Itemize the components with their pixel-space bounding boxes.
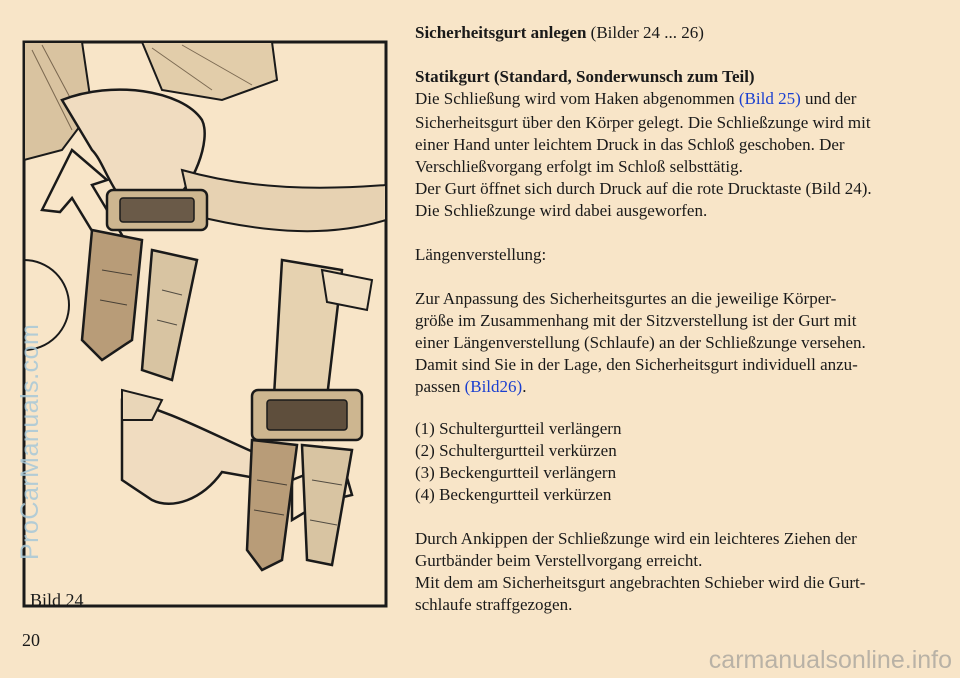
para2-line4: Damit sind Sie in der Lage, den Sicherheitsgurt individuell anzu- bbox=[415, 355, 858, 374]
length-heading: Längenverstellung: bbox=[415, 245, 547, 264]
para1-line2: Sicherheitsgurt über den Körper gelegt. Die Schließzunge wird mit bbox=[415, 113, 871, 132]
list-item: (1) Schultergurtteil verlängern bbox=[415, 419, 622, 438]
para2-line2: größe im Zusammenhang mit der Sitzverstellung ist der Gurt mit bbox=[415, 311, 857, 330]
para2-line5-suffix: . bbox=[522, 377, 527, 396]
section-heading-normal: (Bilder 24 ... 26) bbox=[586, 23, 704, 42]
para3-line3: Mit dem am Sicherheitsgurt angebrachten Schieber wird die Gurt- bbox=[415, 573, 866, 592]
bottom-watermark: carmanualsonline.info bbox=[708, 646, 952, 674]
figure-caption: Bild 24 bbox=[30, 590, 84, 610]
para2-line5-prefix: passen bbox=[415, 377, 465, 396]
para1-line4: Verschließvorgang erfolgt im Schloß selbsttätig. bbox=[415, 157, 743, 176]
para1-line6: Die Schließzunge wird dabei ausgeworfen. bbox=[415, 201, 708, 220]
subheading-text: Statikgurt (Standard, Sonderwunsch zum Teil) bbox=[415, 67, 755, 86]
bild26-reference: (Bild26) bbox=[464, 377, 523, 396]
bild25-reference: (Bild 25) bbox=[738, 89, 801, 108]
list-item: (2) Schultergurtteil verkürzen bbox=[415, 441, 617, 460]
seatbelt-illustration bbox=[22, 40, 390, 610]
para3-line4: schlaufe straffgezogen. bbox=[415, 595, 573, 614]
para1-line3: einer Hand unter leichtem Druck in das Schloß geschoben. Der bbox=[415, 135, 845, 154]
para2-line3: einer Längenverstellung (Schlaufe) an der Schließzunge versehen. bbox=[415, 333, 866, 352]
para1-line1 bbox=[415, 88, 945, 110]
page-number: 20 bbox=[22, 630, 40, 650]
body-text bbox=[415, 22, 945, 616]
para1-line5: Der Gurt öffnet sich durch Druck auf die rote Drucktaste (Bild 24). bbox=[415, 179, 872, 198]
para3-line2: Gurtbänder beim Verstellvorgang erreicht. bbox=[415, 551, 703, 570]
side-watermark: ProCarManuals.com bbox=[16, 323, 44, 560]
para2-line5 bbox=[415, 376, 945, 398]
list-item: (3) Beckengurtteil verlängern bbox=[415, 463, 617, 482]
section-heading-bold: Sicherheitsgurt anlegen bbox=[415, 23, 587, 42]
para1-line1-suffix: und der bbox=[800, 89, 857, 108]
para2-line1: Zur Anpassung des Sicherheitsgurtes an die jeweilige Körper- bbox=[415, 289, 837, 308]
para1-line1-prefix: Die Schließung wird vom Haken abgenommen bbox=[415, 89, 739, 108]
subheading bbox=[415, 66, 945, 88]
list-item: (4) Beckengurtteil verkürzen bbox=[415, 485, 612, 504]
para3-line1: Durch Ankippen der Schließzunge wird ein leichteres Ziehen der bbox=[415, 529, 857, 548]
section-heading bbox=[415, 22, 945, 44]
